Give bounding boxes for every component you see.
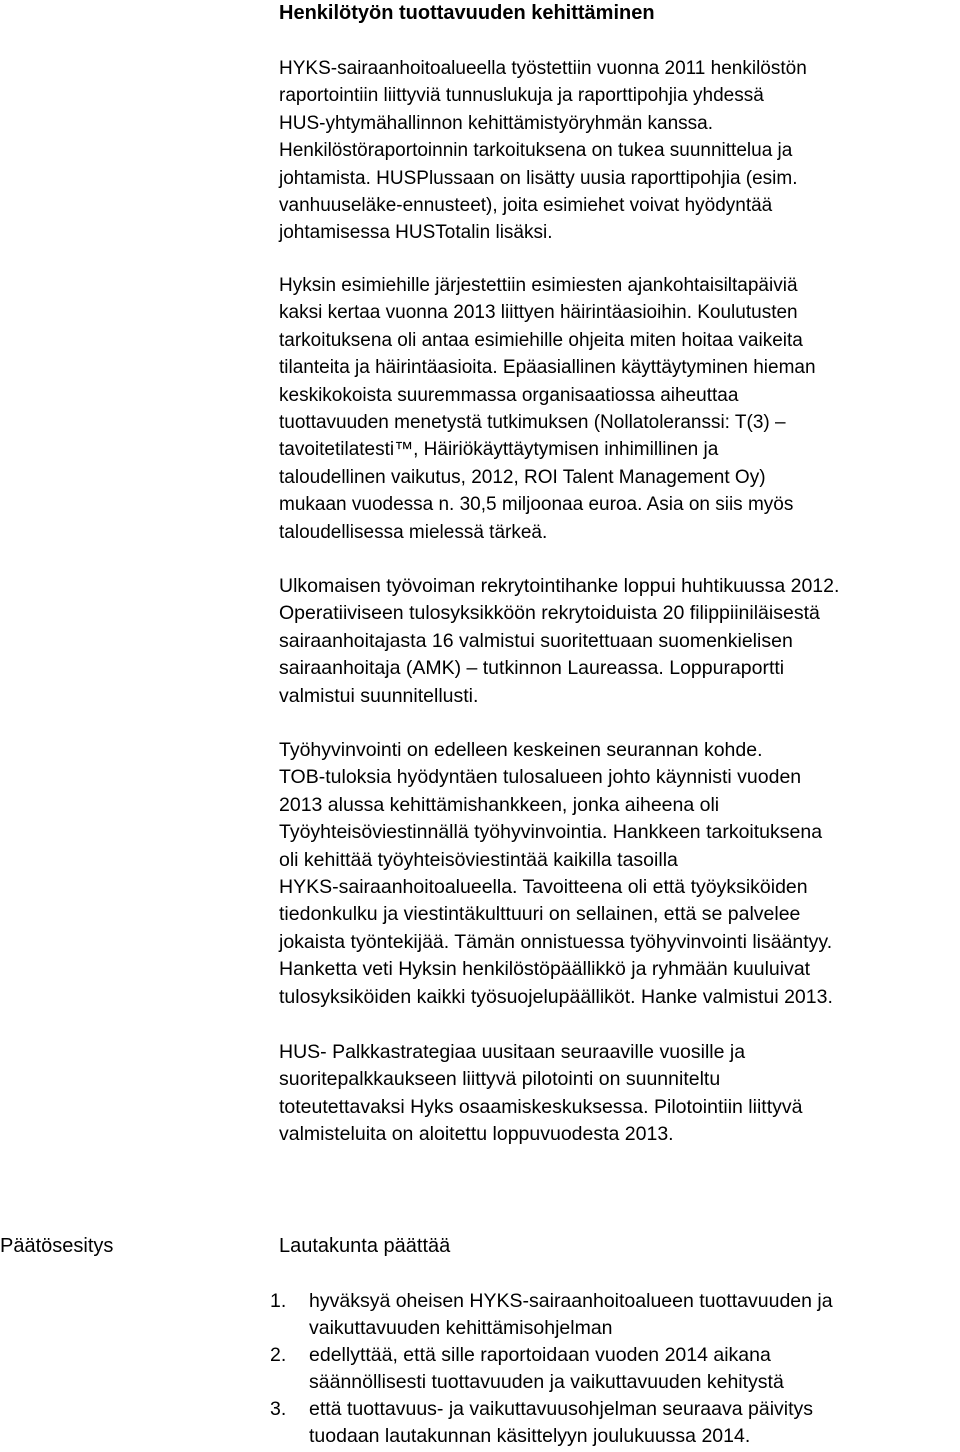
paragraph-line: 2013 alussa kehittämishankkeen, jonka aiheena oli [279,793,720,816]
paragraph-line: suoritepalkkaukseen liittyvä pilotointi on suunniteltu [279,1068,721,1091]
paragraph-line: toteutettavaksi Hyks osaamiskeskuksessa. Pilotointiin liittyvä [279,1095,803,1118]
paragraph-recruitment [279,573,959,710]
decision-list [270,1288,950,1450]
decision-item-line: hyväksyä oheisen HYKS-sairaanhoitoalueen tuottavuuden ja [309,1290,833,1312]
paragraph-line: keskikokoista suuremmassa organisaatiossa aiheuttaa [279,384,739,406]
paragraph-line: sairaanhoitaja (AMK) – tutkinnon Laureassa. Loppuraportti [279,657,785,680]
decision-item-line: säännöllisesti tuottavuuden ja vaikuttavuuden kehitystä [309,1371,784,1393]
section-heading: Henkilötyön tuottavuuden kehittäminen [279,2,655,24]
paragraph-line: tuottavuuden menetystä tutkimuksen (Nollatoleranssi: T(3) – [279,412,786,434]
decision-item [270,1396,950,1450]
paragraph-line: TOB-tuloksia hyödyntäen tulosalueen johto käynnisti vuoden [279,766,802,789]
decision-item-line: tuodaan lautakunnan käsittelyyn joulukuussa 2014. [309,1425,751,1447]
paragraph-line: tarkoituksena oli antaa esimiehille ohjeita miten hoitaa vaikeita [279,329,803,351]
paragraph-line: tiedonkulku ja viestintäkulttuuri on sellainen, että se palvelee [279,903,801,926]
paragraph-line: Operatiiviseen tulosyksikköön rekrytoiduista 20 filippiiniläisestä [279,602,820,625]
paragraph-line: Henkilöstöraportoinnin tarkoituksena on tukea suunnittelua ja [279,140,793,162]
paragraph-pay-strategy [279,1039,959,1149]
paragraph-line: johtamisessa HUSTotalin lisäksi. [279,222,553,244]
paragraph-line: taloudellisessa mielessä tärkeä. [279,521,548,543]
paragraph-line: tavoitetilatesti™, Häiriökäyttäytymisen inhimillinen ja [279,439,719,461]
paragraph-line: HYKS-sairaanhoitoalueella. Tavoitteena oli että työyksiköiden [279,876,808,899]
decision-item-number: 1. [270,1290,287,1312]
decision-item-number: 3. [270,1398,287,1420]
paragraph-wellbeing [279,737,959,1011]
paragraph-line: tilanteita ja häirintäasioita. Epäasiallinen käyttäytyminen hieman [279,357,816,379]
decision-item-number: 2. [270,1344,287,1366]
paragraph-harassment [279,272,951,546]
paragraph-line: mukaan vuodessa n. 30,5 miljoonaa euroa. Asia on siis myös [279,494,794,516]
paragraph-line: raportointiin liittyviä tunnuslukuja ja raporttipohjia yhdessä [279,85,764,107]
paragraph-line: HYKS-sairaanhoitoalueella työstettiin vuonna 2011 henkilöstön [279,58,807,79]
paragraph-line: vanhuuseläke-ennusteet), joita esimiehet voivat hyödyntää [279,195,773,217]
paragraph-line: oli kehittää työyhteisöviestintää kaikilla tasoilla [279,848,678,871]
paragraph-line: valmisteluita on aloitettu loppuvuodesta 2013. [279,1123,674,1146]
paragraph-line: taloudellinen vaikutus, 2012, ROI Talent Management Oy) [279,466,766,488]
paragraph-line: Työhyvinvointi on edelleen keskeinen seurannan kohde. [279,739,763,761]
paragraph-reporting [279,55,951,247]
paragraph-line: HUS- Palkkastrategiaa uusitaan seuraaville vuosille ja [279,1041,746,1063]
paragraph-line: Hanketta veti Hyksin henkilöstöpäällikkö ja ryhmään kuuluivat [279,958,811,981]
decision-intro: Lautakunta päättää [279,1235,451,1257]
decision-item-line: että tuottavuus- ja vaikuttavuusohjelman seuraava päivitys [309,1398,814,1420]
decision-item-line: vaikuttavuuden kehittämisohjelman [309,1317,613,1339]
paragraph-line: jokaista työntekijää. Tämän onnistuessa työhyvinvointi lisääntyy. [279,930,833,953]
paragraph-line: sairaanhoitajasta 16 valmistui suoritettuaan suomenkielisen [279,629,793,652]
decision-proposal-label: Päätösesitys [0,1235,114,1257]
paragraph-line: HUS-yhtymähallinnon kehittämistyöryhmän kanssa. [279,112,714,134]
paragraph-line: kaksi kertaa vuonna 2013 liittyen häirintäasioihin. Koulutusten [279,302,798,324]
decision-item [270,1342,950,1396]
paragraph-line: valmistui suunnitellusti. [279,684,479,707]
paragraph-line: johtamista. HUSPlussaan on lisätty uusia raporttipohjia (esim. [279,167,798,189]
paragraph-line: Hyksin esimiehille järjestettiin esimiesten ajankohtaisiltapäiviä [279,275,798,296]
decision-item-line: edellyttää, että sille raportoidaan vuoden 2014 aikana [309,1344,771,1366]
paragraph-line: tulosyksiköiden kaikki työsuojelupäälliköt. Hanke valmistui 2013. [279,985,833,1008]
decision-item [270,1288,950,1342]
paragraph-line: Ulkomaisen työvoiman rekrytointihanke loppui huhtikuussa 2012. [279,575,840,597]
paragraph-line: Työyhteisöviestinnällä työhyvinvointia. Hankkeen tarkoituksena [279,821,823,844]
